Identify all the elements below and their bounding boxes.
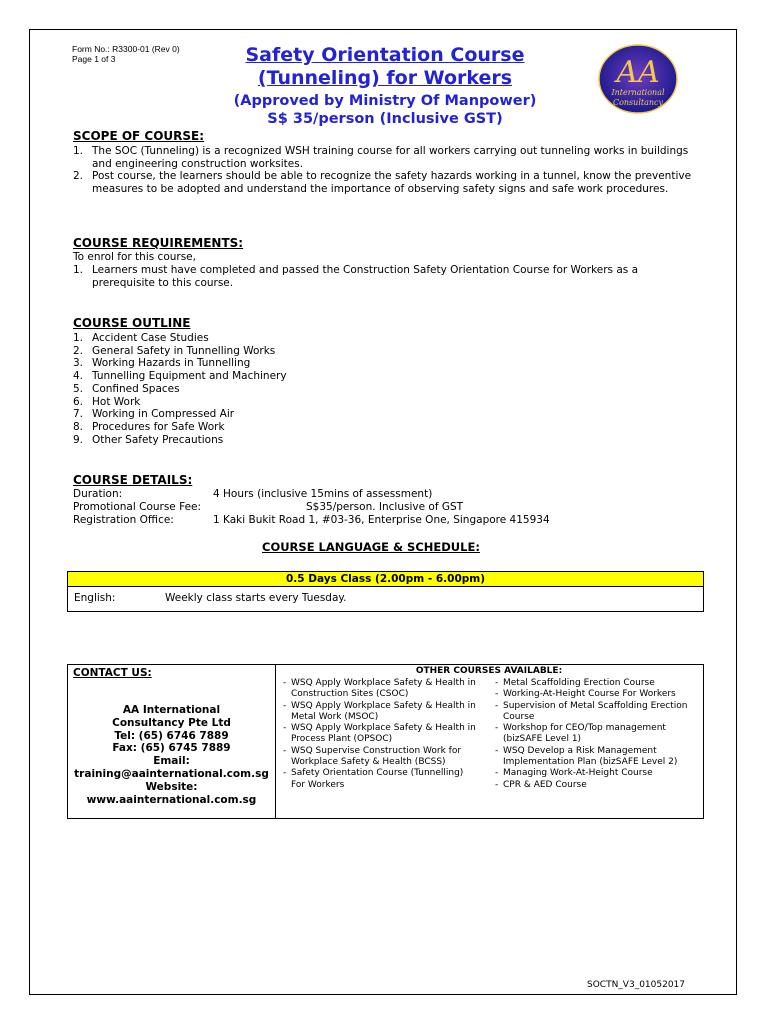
item-number: 7. <box>73 408 84 421</box>
list-item <box>73 145 695 170</box>
contact-block <box>68 704 275 806</box>
schedule-table <box>67 571 704 612</box>
item-text: Learners must have completed and passed the Construction Safety Orientation Course for Workers as a prerequisite to this course. <box>92 264 639 289</box>
contact-table <box>67 664 704 819</box>
item-text: Accident Case Studies <box>92 332 209 344</box>
class-header: 0.5 Days Class (2.00pm - 6.00pm) <box>68 572 703 587</box>
list-item <box>73 370 473 383</box>
fee-row <box>73 501 464 514</box>
item-number: 3. <box>73 357 84 370</box>
course-name: Safety Orientation Course (Tunnelling) For Workers <box>291 768 464 790</box>
outline-heading: COURSE OUTLINE <box>73 316 191 330</box>
title-line-1: Safety Orientation Course <box>245 44 525 66</box>
price-line: S$ 35/person (Inclusive GST) <box>267 111 503 127</box>
duration-label: Duration: <box>73 488 123 500</box>
logo-line-2: Consultancy <box>612 98 664 107</box>
course-name: WSQ Supervise Construction Work for Workplace Safety & Health (BCSS) <box>291 745 462 768</box>
item-number: 1. <box>73 145 84 157</box>
company-name: AA International Consultancy Pte Ltd <box>112 704 231 729</box>
item-text: The SOC (Tunneling) is a recognized WSH training course for all workers carrying out tunneling works in buildings and engineering construction worksites. <box>92 145 689 170</box>
details-heading: COURSE DETAILS: <box>73 473 193 487</box>
item-text: Other Safety Precautions <box>92 433 224 446</box>
fee-label: Promotional Course Fee: <box>73 501 202 513</box>
item-text: Tunnelling Equipment and Machinery <box>92 370 287 383</box>
list-item: - Supervision of Metal Scaffolding Erection Course <box>495 700 688 722</box>
course-name: Workshop for CEO/Top management (bizSAFE Level 1) <box>503 723 666 745</box>
fee-value: S$35/person. Inclusive of GST <box>306 501 464 513</box>
course-name: Working-At-Height Course For Workers <box>503 689 676 700</box>
page-number: Page 1 of 3 <box>72 54 116 64</box>
item-number: 2. <box>73 344 84 357</box>
other-courses-left <box>281 678 477 791</box>
item-text: Post course, the learners should be able to recognize the safety hazards working in a tunnel, know the preventive measures to be adopted and understand the importance of observing safety signs and safe work procedures. <box>92 170 692 196</box>
course-name: WSQ Apply Workplace Safety & Health in Process Plant (OPSOC) <box>291 723 476 745</box>
list-item <box>73 396 473 409</box>
course-name: Metal Scaffolding Erection Course <box>503 678 655 688</box>
item-number: 1. <box>73 264 84 276</box>
list-item: - CPR & AED Course <box>495 779 587 790</box>
list-item <box>73 357 473 370</box>
fax: Fax: (65) 6745 7889 <box>112 742 231 755</box>
item-text: General Safety in Tunnelling Works <box>92 344 276 357</box>
item-number: 2. <box>73 170 84 183</box>
duration-value: 4 Hours (inclusive 15mins of assessment) <box>213 488 433 500</box>
item-text: Confined Spaces <box>92 382 180 395</box>
requirements-intro: To enrol for this course, <box>73 251 196 263</box>
course-title <box>190 44 580 128</box>
list-item <box>73 421 473 434</box>
course-name: WSQ Apply Workplace Safety & Health in Construction Sites (CSOC) <box>291 678 476 700</box>
phone: Tel: (65) 6746 7889 <box>114 729 229 742</box>
email-address[interactable]: training@aainternational.com.sg <box>74 767 269 780</box>
list-item: - Workshop for CEO/Top management (bizSAFE Level 1) <box>495 723 666 745</box>
office-value: 1 Kaki Bukit Road 1, #03-36, Enterprise One, Singapore 415934 <box>213 514 550 526</box>
list-item: - WSQ Apply Workplace Safety & Health in Process Plant (OPSOC) <box>283 723 476 745</box>
course-name: WSQ Develop a Risk Management Implementation Plan (bizSAFE Level 2) <box>503 745 678 768</box>
other-courses-cell <box>275 665 703 818</box>
list-item: - Managing Work-At-Height Course <box>495 768 653 779</box>
title-line-2: (Tunneling) for Workers <box>257 67 513 89</box>
requirements-list <box>73 264 695 289</box>
language-label: English: <box>74 592 116 604</box>
company-logo <box>598 44 678 114</box>
office-row <box>73 514 550 527</box>
document-code: SOCTN_V3_01052017 <box>587 980 686 990</box>
other-courses-right <box>493 678 698 791</box>
website-label: Website: <box>145 780 198 793</box>
course-name: CPR & AED Course <box>503 779 587 790</box>
item-number: 4. <box>73 370 84 383</box>
logo-letters: AA <box>616 55 660 90</box>
requirements-heading: COURSE REQUIREMENTS: <box>73 236 244 250</box>
course-name: Supervision of Metal Scaffolding Erection Course <box>503 700 688 722</box>
outline-list <box>73 332 473 446</box>
list-item <box>73 264 695 289</box>
logo-line-1: International <box>611 88 665 97</box>
scope-list <box>73 145 695 196</box>
schedule-heading: COURSE LANGUAGE & SCHEDULE: <box>262 540 480 554</box>
list-item <box>73 332 473 345</box>
office-label: Registration Office: <box>73 514 174 526</box>
other-courses-heading: OTHER COURSES AVAILABLE: <box>415 666 563 676</box>
item-text: Hot Work <box>92 395 141 408</box>
item-text: Working in Compressed Air <box>92 408 235 421</box>
list-item: - WSQ Apply Workplace Safety & Health in Construction Sites (CSOC) <box>283 678 476 700</box>
course-name: WSQ Apply Workplace Safety & Health in Metal Work (MSOC) <box>291 700 476 722</box>
list-item <box>73 170 695 195</box>
schedule-frequency: Weekly class starts every Tuesday. <box>165 592 347 604</box>
course-name: Managing Work-At-Height Course <box>503 768 653 779</box>
list-item: - Working-At-Height Course For Workers <box>495 689 676 700</box>
item-text: Procedures for Safe Work <box>92 420 225 433</box>
list-item: - Metal Scaffolding Erection Course <box>495 678 655 688</box>
contact-heading: CONTACT US: <box>73 667 152 679</box>
list-item: - WSQ Supervise Construction Work for Workplace Safety & Health (BCSS) <box>283 745 462 768</box>
email-label: Email: <box>153 755 190 768</box>
item-number: 1. <box>73 332 84 344</box>
form-no-text: Form No.: R3300-01 (Rev 0) <box>72 44 180 54</box>
list-item <box>73 345 473 358</box>
list-item: - Safety Orientation Course (Tunnelling) For Workers <box>283 768 464 790</box>
item-number: 9. <box>73 433 84 446</box>
list-item <box>73 434 473 447</box>
list-item <box>73 383 473 396</box>
item-text: Working Hazards in Tunnelling <box>92 357 251 370</box>
website-link[interactable]: www.aainternational.com.sg <box>86 793 257 806</box>
item-number: 8. <box>73 420 84 433</box>
duration-row <box>73 488 433 501</box>
list-item: - WSQ Develop a Risk Management Implementation Plan (bizSAFE Level 2) <box>495 745 678 768</box>
list-item <box>73 408 473 421</box>
item-number: 5. <box>73 382 84 395</box>
list-item: - WSQ Apply Workplace Safety & Health in Metal Work (MSOC) <box>283 700 476 722</box>
form-number <box>72 44 180 64</box>
approval-line: (Approved by Ministry Of Manpower) <box>233 93 537 109</box>
item-number: 6. <box>73 395 84 408</box>
scope-heading: SCOPE OF COURSE: <box>73 129 205 143</box>
contact-cell <box>68 665 276 818</box>
